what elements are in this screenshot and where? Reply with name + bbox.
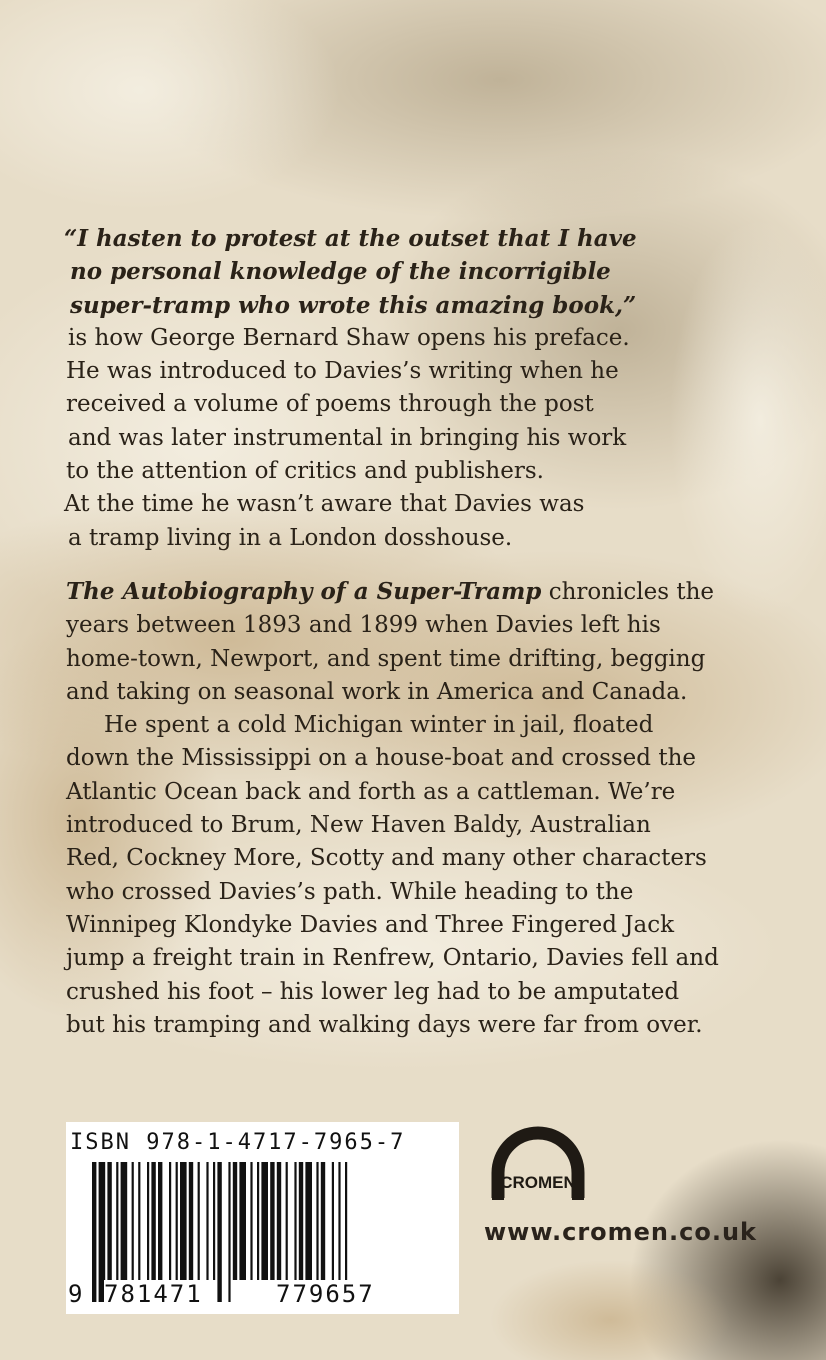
publisher-website: www.cromen.co.uk [484, 1218, 758, 1246]
barcode-bar [132, 1162, 134, 1280]
details-line: who crossed Davies’s path. While heading to the [66, 878, 634, 905]
barcode-bar [169, 1162, 171, 1280]
barcode-bar [107, 1162, 111, 1280]
details-line: introduced to Brum, New Haven Baldy, Australian [66, 812, 651, 839]
barcode-bar [277, 1162, 281, 1280]
isbn-label: ISBN 978-1-4717-7965-7 [70, 1130, 406, 1155]
details-line: but his tramping and walking days were far from over. [66, 1011, 703, 1038]
barcode-bar [250, 1162, 252, 1280]
barcode-bar [332, 1162, 334, 1280]
barcode-bar [338, 1162, 340, 1280]
shaw-quote [64, 222, 637, 322]
ean-first-digit: 9 [68, 1280, 83, 1308]
barcode-bar [158, 1162, 162, 1280]
barcode-bar [116, 1162, 118, 1280]
barcode-bar [217, 1162, 221, 1302]
intro-paragraph [64, 322, 630, 555]
ean-right-group: 779657 [276, 1280, 375, 1308]
ean-left-group: 781471 [104, 1280, 203, 1308]
barcode-bar [299, 1162, 303, 1280]
barcode-bar [121, 1162, 128, 1280]
intro-line: and was later instrumental in bringing his work [68, 424, 627, 451]
details-paragraph [66, 709, 719, 1042]
barcode-bar [261, 1162, 268, 1280]
intro-line: He was introduced to Davies’s writing when he [66, 358, 619, 385]
quote-line: super-tramp who wrote this amazing book,” [70, 291, 637, 319]
intro-line: At the time he wasn’t aware that Davies was [64, 491, 585, 518]
details-line: Red, Cockney More, Scotty and many other characters [66, 845, 707, 872]
details-line: crushed his foot – his lower leg had to be amputated [66, 978, 680, 1005]
quote-line: “I hasten to protest at the outset that I have [64, 225, 637, 252]
logo-text: CROMEN [500, 1173, 576, 1192]
barcode-bar [189, 1162, 193, 1280]
summary-line: years between 1893 and 1899 when Davies left his [66, 612, 661, 639]
quote-line: no personal knowledge of the incorrigible [70, 258, 611, 286]
barcode-bar [228, 1162, 230, 1302]
summary-line: home-town, Newport, and spent time drifting, begging [66, 645, 706, 672]
details-line: Atlantic Ocean back and forth as a cattleman. We’re [66, 778, 676, 805]
barcode-bar [233, 1162, 237, 1280]
summary-first-line [66, 575, 715, 609]
blurb-text [64, 222, 719, 1042]
intro-line: is how George Bernard Shaw opens his preface. [68, 324, 630, 351]
barcode-bar [257, 1162, 259, 1280]
summary-paragraph [66, 575, 715, 709]
barcode-bar [147, 1162, 149, 1280]
barcode-bar [138, 1162, 140, 1280]
book-title: The Autobiography of a Super-Tramp [66, 577, 542, 605]
intro-line: to the attention of critics and publishers. [66, 458, 544, 485]
details-line: Winnipeg Klondyke Davies and Three Fingered Jack [66, 911, 675, 938]
barcode-bar [321, 1162, 325, 1280]
cromen-logo [478, 1118, 598, 1218]
barcode-bar [176, 1162, 178, 1280]
barcode-bar [198, 1162, 200, 1280]
barcode-bar [305, 1162, 312, 1280]
barcode-bar [270, 1162, 274, 1280]
summary-line: and taking on seasonal work in America and Canada. [66, 678, 688, 705]
barcode-bar [294, 1162, 296, 1280]
details-line: down the Mississippi on a house-boat and crossed the [66, 745, 696, 772]
barcode-bar [180, 1162, 187, 1280]
summary-first-line-rest: chronicles the [541, 578, 715, 605]
details-line: He spent a cold Michigan winter in jail, floated [104, 712, 654, 739]
barcode-bar [92, 1162, 96, 1302]
barcode-bar [239, 1162, 246, 1280]
barcode-bar [206, 1162, 208, 1280]
details-line: jump a freight train in Renfrew, Ontario, Davies fell and [66, 945, 719, 972]
barcode-bar [286, 1162, 288, 1280]
intro-line: a tramp living in a London dosshouse. [68, 524, 513, 551]
barcode-bar [151, 1162, 155, 1280]
intro-line: received a volume of poems through the post [66, 391, 594, 418]
barcode-bar [213, 1162, 215, 1280]
barcode-bar [316, 1162, 318, 1280]
